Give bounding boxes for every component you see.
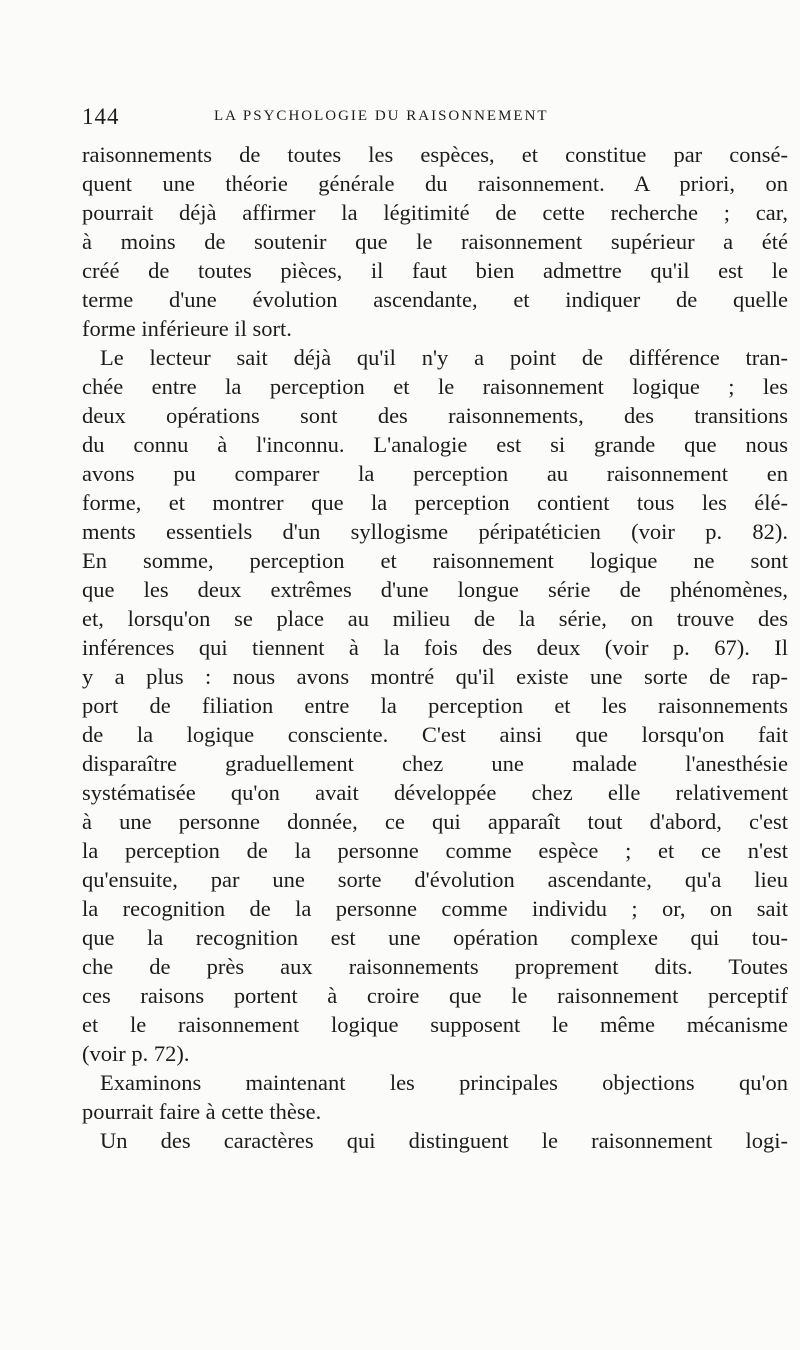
body-text: [82, 140, 788, 1155]
text-line: port de filiation entre la perception et les raisonnements: [82, 693, 788, 718]
text-line: inférences qui tiennent à la fois des deux (voir p. 67). Il: [82, 635, 788, 660]
paragraph-start-line: Le lecteur sait déjà qu'il n'y a point de différence tran-: [100, 345, 788, 370]
text-line: la recognition de la personne comme individu ; or, on sait: [82, 896, 788, 921]
text-line: à moins de soutenir que le raisonnement supérieur a été: [82, 229, 788, 254]
text-line: (voir p. 72).: [82, 1041, 190, 1066]
text-line: que les deux extrêmes d'une longue série de phénomènes,: [82, 577, 788, 602]
text-line: chée entre la perception et le raisonnement logique ; les: [82, 374, 788, 399]
text-line: terme d'une évolution ascendante, et indiquer de quelle: [82, 287, 788, 312]
text-line: du connu à l'inconnu. L'analogie est si grande que nous: [82, 432, 788, 457]
text-line: forme, et montrer que la perception contient tous les élé-: [82, 490, 788, 515]
page-number: 144: [82, 104, 120, 129]
text-line: En somme, perception et raisonnement logique ne sont: [82, 548, 788, 573]
paragraph-start-line: Un des caractères qui distinguent le raisonnement logi-: [100, 1128, 788, 1153]
text-line: que la recognition est une opération complexe qui tou-: [82, 925, 788, 950]
text-line: ments essentiels d'un syllogisme péripatéticien (voir p. 82).: [82, 519, 788, 544]
text-line: systématisée qu'on avait développée chez elle relativement: [82, 780, 788, 805]
text-line: à une personne donnée, ce qui apparaît tout d'abord, c'est: [82, 809, 788, 834]
text-line: et, lorsqu'on se place au milieu de la série, on trouve des: [82, 606, 788, 631]
text-line: et le raisonnement logique supposent le même mécanisme: [82, 1012, 788, 1037]
running-title: LA PSYCHOLOGIE DU RAISONNEMENT: [214, 108, 549, 124]
text-line: pourrait faire à cette thèse.: [82, 1099, 322, 1124]
paragraph-start-line: Examinons maintenant les principales objections qu'on: [100, 1070, 788, 1095]
text-line: disparaître graduellement chez une malade l'anesthésie: [82, 751, 788, 776]
text-line: quent une théorie générale du raisonnement. A priori, on: [82, 171, 788, 196]
text-line: qu'ensuite, par une sorte d'évolution ascendante, qu'a lieu: [82, 867, 788, 892]
text-line: la perception de la personne comme espèce ; et ce n'est: [82, 838, 788, 863]
text-line: y a plus : nous avons montré qu'il existe une sorte de rap-: [82, 664, 788, 689]
text-line: créé de toutes pièces, il faut bien admettre qu'il est le: [82, 258, 788, 283]
text-line: avons pu comparer la perception au raisonnement en: [82, 461, 788, 486]
text-line: raisonnements de toutes les espèces, et constitue par consé-: [82, 142, 788, 167]
text-line: forme inférieure il sort.: [82, 316, 292, 341]
text-line: de la logique consciente. C'est ainsi que lorsqu'on fait: [82, 722, 788, 747]
running-head: [82, 104, 772, 134]
text-line: ces raisons portent à croire que le raisonnement perceptif: [82, 983, 788, 1008]
text-line: che de près aux raisonnements proprement dits. Toutes: [82, 954, 788, 979]
text-line: pourrait déjà affirmer la légitimité de cette recherche ; car,: [82, 200, 788, 225]
text-line: deux opérations sont des raisonnements, des transitions: [82, 403, 788, 428]
